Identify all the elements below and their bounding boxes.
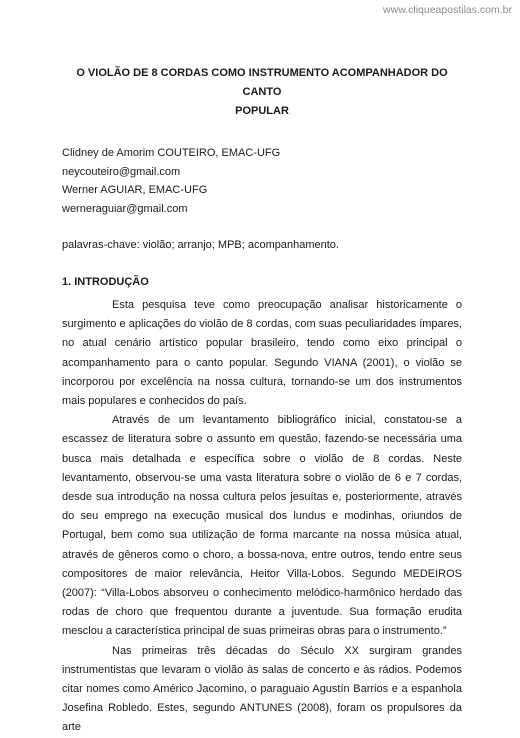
- section-body: [62, 296, 462, 738]
- keywords-line: palavras-chave: violão; arranjo; MPB; acompanhamento.: [62, 239, 339, 251]
- author-email-1: neycouteiro@gmail.com: [62, 165, 181, 178]
- document-title: [62, 64, 462, 121]
- paragraph-1: Esta pesquisa teve como preocupação analisar historicamente o surgimento e aplicações do violão de 8 cordas, com suas peculiaridades ímpares, no atual cenário artístico popular brasileiro, tendo como eixo principal o acompanhamento para o canto popular. Segundo VIANA (2001), o violão se incorporou por excelência na nossa cultura, tornando-se um dos instrumentos mais populares e conhecidos do país.: [62, 299, 462, 408]
- author-email-2: werneraguiar@gmail.com: [62, 202, 188, 215]
- paragraph-3: Nas primeiras três décadas do Século XX surgiram grandes instrumentistas que levaram o violão às salas de concerto e às rádios. Podemos citar nomes como Américo Jacomino, o paraguaio Agustín Barrios e a espanhola Josefina Robledo. Estes, segundo ANTUNES (2008), foram os propulsores da arte: [62, 644, 462, 734]
- author-name-1: Clidney de Amorim COUTEIRO, EMAC-UFG: [62, 147, 281, 159]
- title-line-2: POPULAR: [235, 105, 289, 117]
- section-heading: 1. INTRODUÇÃO: [62, 276, 149, 288]
- author-block: [62, 144, 462, 218]
- author-name-2: Werner AGUIAR, EMAC-UFG: [62, 184, 208, 196]
- document-page: [62, 64, 462, 738]
- title-line-1: O VIOLÃO DE 8 CORDAS COMO INSTRUMENTO ACOMPANHADOR DO CANTO: [76, 67, 448, 98]
- paragraph-2: Através de um levantamento bibliográfico inicial, constatou-se a escassez de literatura sobre o assunto em questão, fazendo-se necessária uma busca mais detalhada e específica sobre o violão de 8 cordas. Neste levantamento, observou-se uma vasta literatura sobre o violão de 6 e 7 cordas, desde sua introdução na nossa cultura pelos jesuítas e, posteriormente, através do seu emprego na execução musical dos lundus e modinhas, oriundos de Portugal, bem como sua utilização de forma marcante na nossa música atual, através de gêneros como o choro, a bossa-nova, entre outros, tendo entre seus compositores de maior relevância, Heitor Villa-Lobos. Segundo MEDEIROS (2007): “Villa-Lobos absorveu o conhecimento melódico-harmônico herdado das rodas de choro que frequentou durante a juventude. Sua formação erudita mesclou a característica principal de suas primeiras obras para o instrumento.”: [62, 414, 462, 638]
- watermark-url: www.cliqueapostilas.com.br: [383, 4, 512, 16]
